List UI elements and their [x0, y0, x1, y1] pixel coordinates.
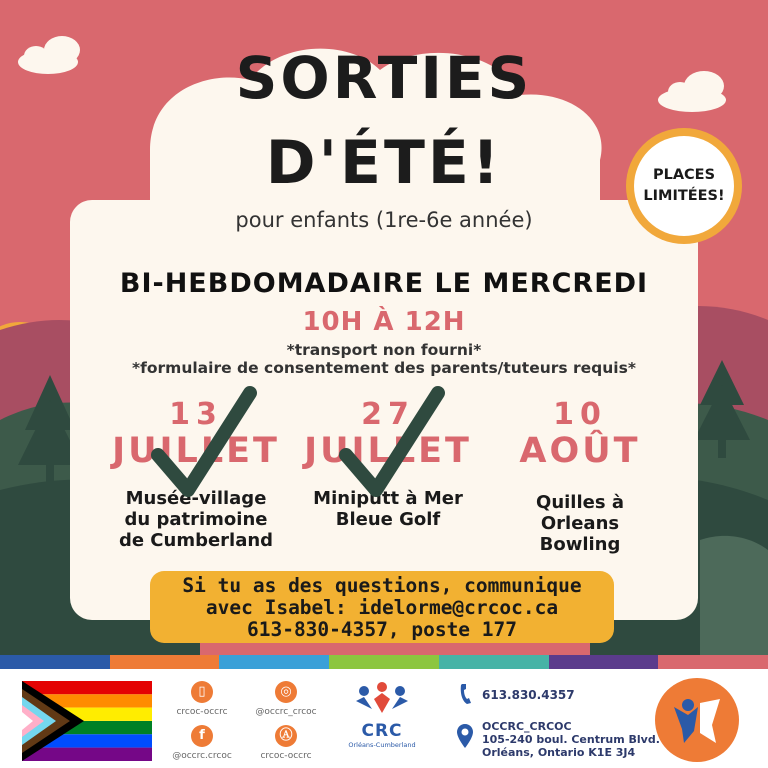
outing-1-month: JUILLET [112, 431, 280, 471]
contact-line-3: 613-830-4357, poste 177 [246, 618, 518, 641]
stripe-segment [329, 655, 439, 669]
footer [0, 669, 768, 768]
social-label: @occrc_crcoc [255, 707, 317, 717]
outing-1-place-line: du patrimoine [124, 509, 268, 530]
schedule-heading: BI-HEBDOMADAIRE LE MERCREDI [119, 268, 649, 299]
pride-flag-icon [22, 681, 152, 761]
crc-logo-subtitle: Orléans-Cumberland [348, 741, 416, 749]
outing-3-place-line: Orleans [540, 513, 620, 534]
outing-3-place [480, 492, 680, 555]
location-pin-icon [456, 723, 474, 749]
color-stripe [0, 655, 768, 669]
outing-2-place [288, 488, 488, 530]
phone-icon [458, 683, 472, 705]
podcast-icon: Ⓐ [275, 725, 297, 747]
subtitle: pour enfants (1re-6e année) [235, 208, 533, 232]
outing-1-place-line: Musée-village [125, 488, 267, 509]
social-link-podcast[interactable] [246, 725, 326, 761]
outing-1-place-line: de Cumberland [118, 530, 274, 551]
stripe-segment [0, 655, 110, 669]
instagram-icon: ◎ [275, 681, 297, 703]
outing-1-day: 13 [169, 397, 223, 432]
contact-line-1: Si tu as des questions, communique [182, 574, 582, 597]
outing-3-day: 10 [553, 397, 607, 432]
organization-logo-icon [654, 677, 740, 763]
outing-3-place-line: Quilles à [536, 492, 624, 513]
address-line: 105-240 boul. Centrum Blvd. [482, 733, 660, 746]
outing-3-date [480, 398, 680, 470]
contact-line-2[interactable]: avec Isabel: idelorme@crcoc.ca [205, 596, 559, 619]
badge-line-1: PLACES [652, 167, 716, 183]
stripe-segment [439, 655, 549, 669]
facebook-icon: f [191, 725, 213, 747]
stripe-segment [110, 655, 220, 669]
address-line: OCCRC_CRCOC [482, 720, 572, 733]
stripe-segment [549, 655, 659, 669]
outing-2-day: 27 [361, 397, 415, 432]
outing-2-month: JUILLET [304, 431, 472, 471]
outing-1-place [96, 488, 296, 551]
time-range: 10H À 12H [302, 307, 466, 337]
stripe-segment [219, 655, 329, 669]
outing-2-place-line: Miniputt à Mer [313, 488, 463, 509]
social-label: @occrc.crcoc [172, 751, 232, 761]
contact-box [150, 571, 614, 643]
social-label: crcoc-occrc [176, 707, 228, 717]
social-link-instagram[interactable] [246, 681, 326, 717]
outing-3-month: AOÛT [519, 431, 641, 471]
social-link-website[interactable] [162, 681, 242, 717]
crc-logo-name: CRC [361, 721, 403, 741]
social-label: crcoc-occrc [260, 751, 312, 761]
outing-3-place-line: Bowling [539, 534, 621, 555]
crc-logo-icon [352, 679, 412, 719]
footer-phone[interactable]: 613.830.4357 [482, 688, 575, 702]
social-link-facebook[interactable] [162, 725, 242, 761]
badge-line-2: LIMITÉES! [643, 188, 725, 204]
footer-address [482, 720, 660, 759]
note-transport: *transport non fourni* [286, 341, 482, 359]
title-line-1: SORTIES [235, 44, 533, 112]
note-consent: *formulaire de consentement des parents/tuteurs requis* [132, 359, 636, 377]
outing-2-place-line: Bleue Golf [335, 509, 441, 530]
address-line: Orléans, Ontario K1E 3J4 [482, 746, 636, 759]
outing-1-date [96, 398, 296, 470]
stripe-segment [658, 655, 768, 669]
places-limited-badge [626, 128, 742, 244]
title-line-2: D'ÉTÉ! [265, 128, 503, 198]
outing-2-date [288, 398, 488, 470]
mouse-icon: ▯ [191, 681, 213, 703]
